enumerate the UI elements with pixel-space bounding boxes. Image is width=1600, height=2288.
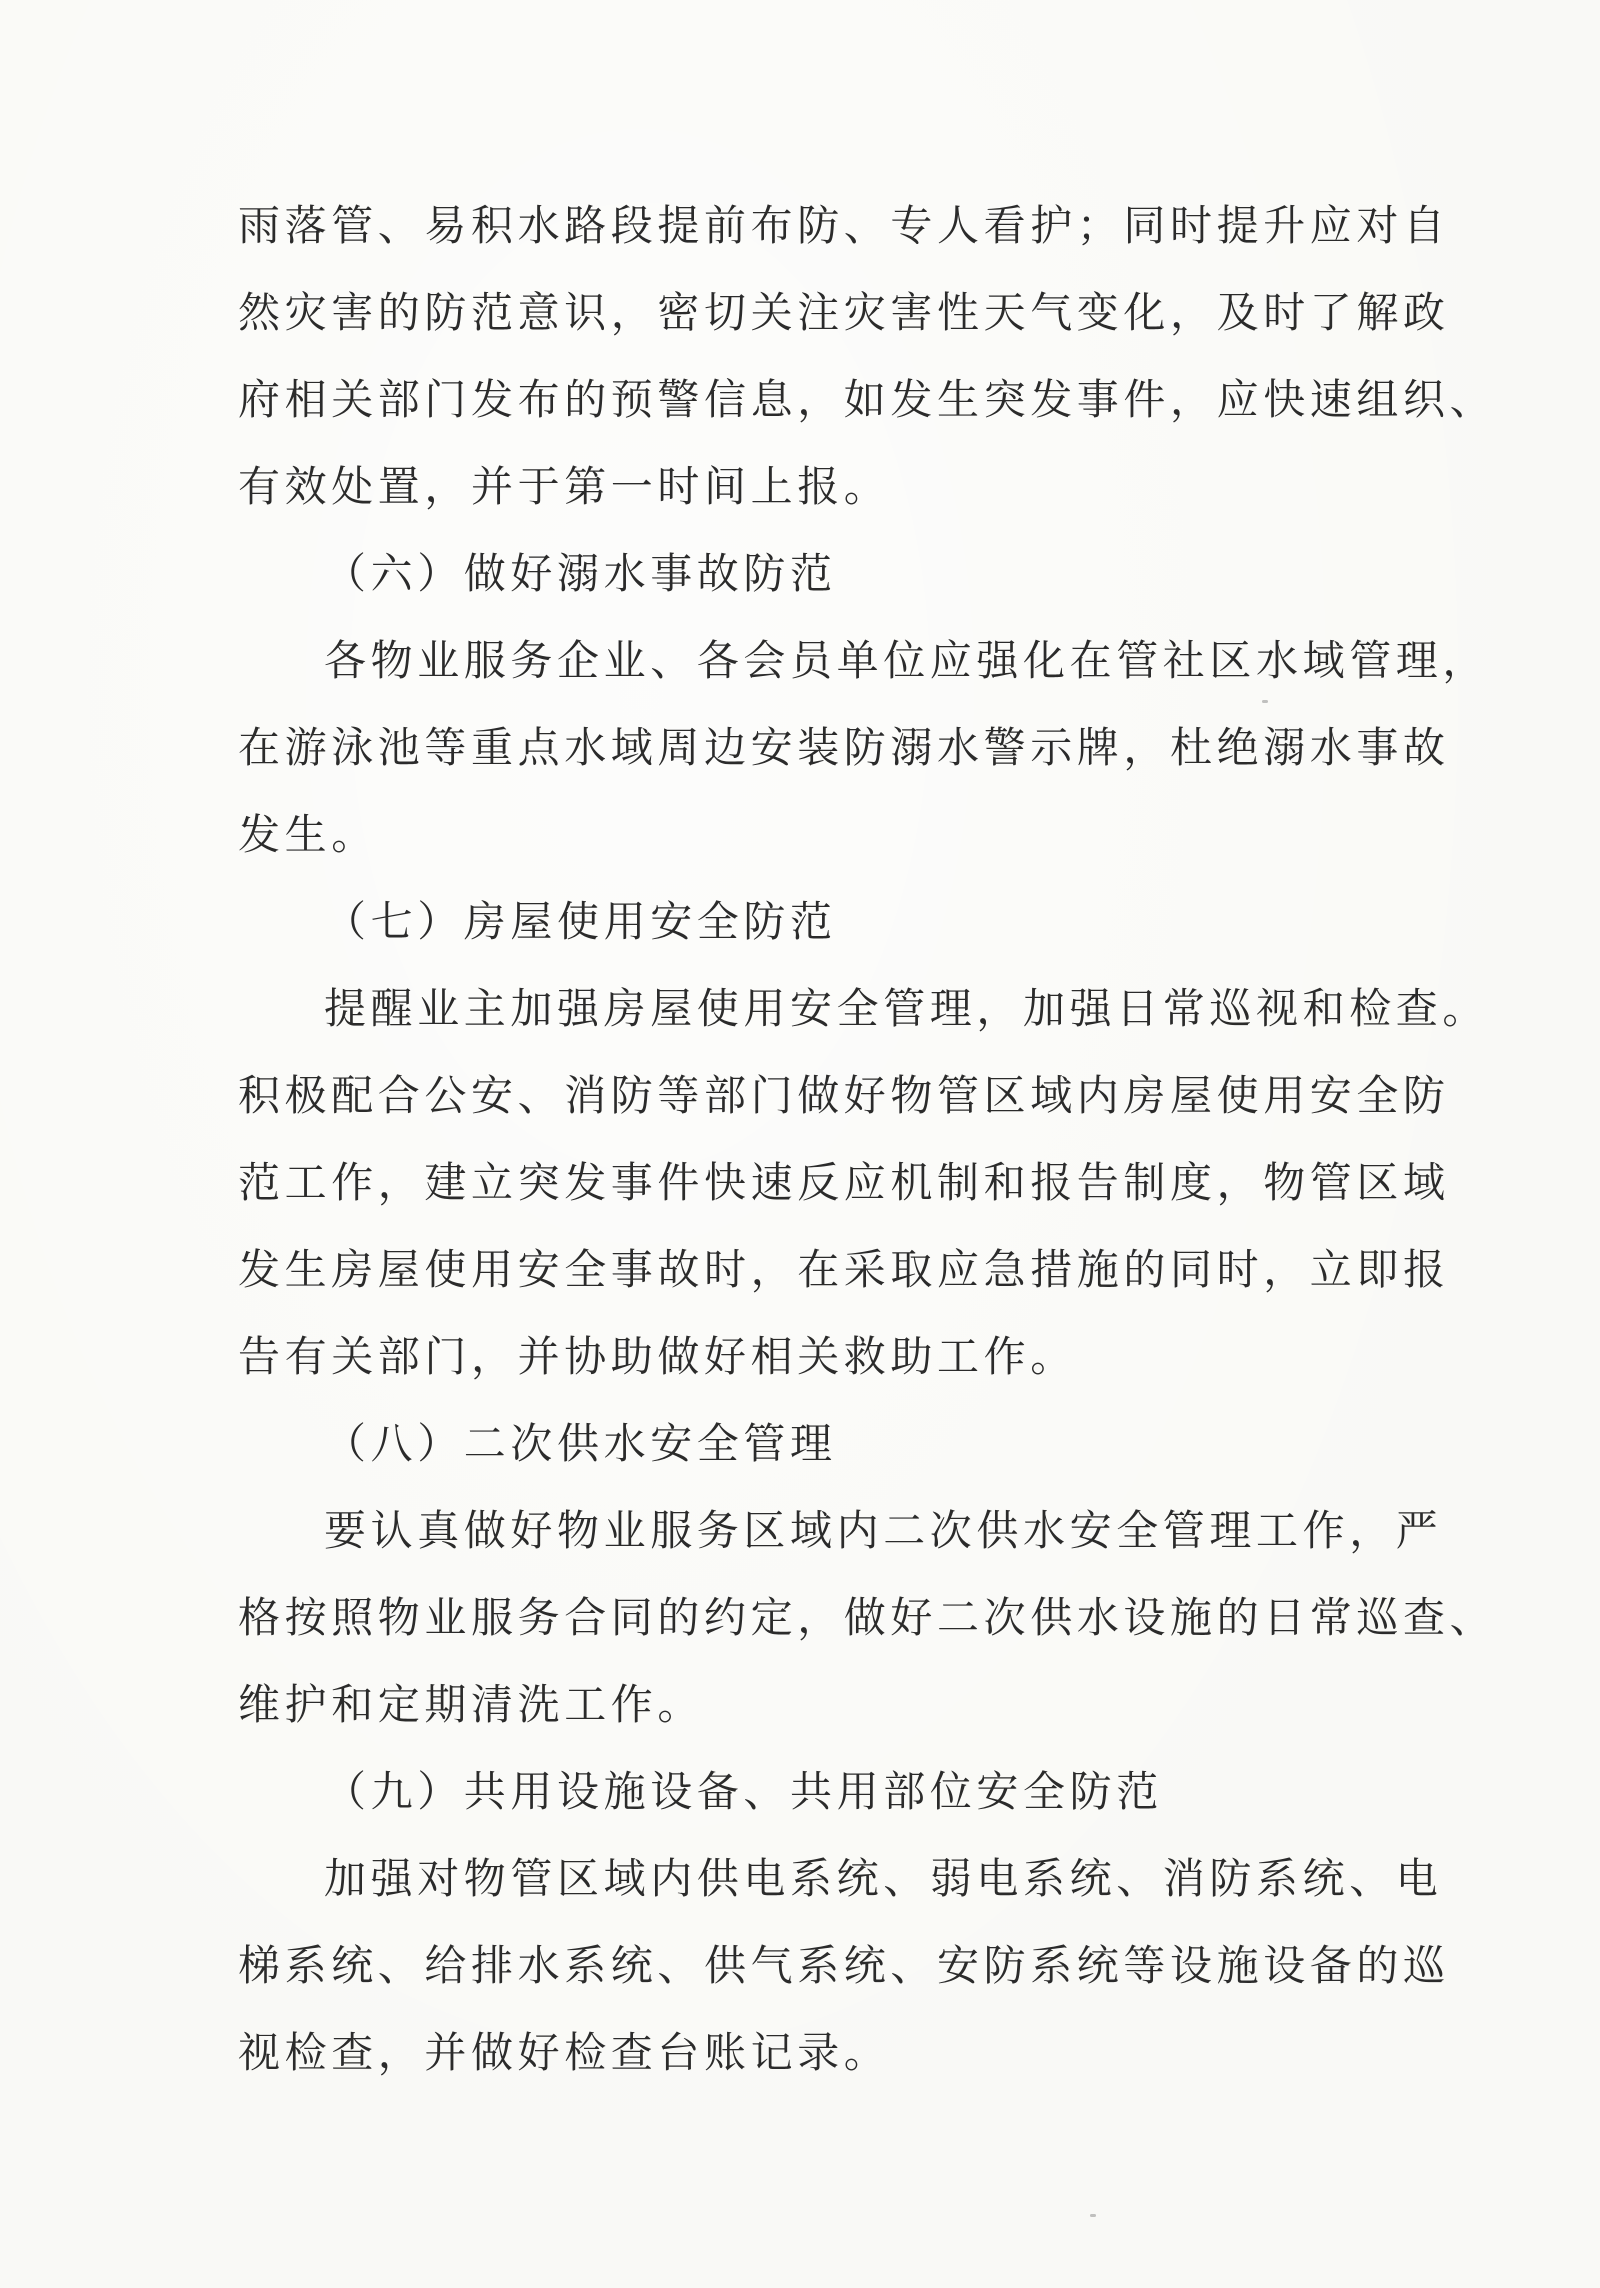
section-heading-8: （八）二次供水安全管理 (324, 1419, 837, 1468)
paragraph-line: 范工作，建立突发事件快速反应机制和报告制度，物管区域 (238, 1158, 1450, 1207)
section-heading-6: （六）做好溺水事故防范 (324, 549, 837, 598)
paragraph-line: 梯系统、给排水系统、供气系统、安防系统等设施设备的巡 (238, 1941, 1450, 1990)
paragraph-line: 格按照物业服务合同的约定，做好二次供水设施的日常巡查、 (238, 1593, 1497, 1642)
paragraph-line: 积极配合公安、消防等部门做好物管区域内房屋使用安全防 (238, 1071, 1450, 1120)
section-heading-9: （九）共用设施设备、共用部位安全防范 (324, 1767, 1163, 1816)
paragraph-line: 告有关部门，并协助做好相关救助工作。 (238, 1332, 1077, 1381)
document-body (238, 182, 1497, 2096)
paragraph-line: 发生房屋使用安全事故时，在采取应急措施的同时，立即报 (238, 1245, 1450, 1294)
paragraph-line: 然灾害的防范意识，密切关注灾害性天气变化，及时了解政 (238, 288, 1450, 337)
paragraph-line: 在游泳池等重点水域周边安装防溺水警示牌，杜绝溺水事故 (238, 723, 1450, 772)
section-heading-7: （七）房屋使用安全防范 (324, 897, 837, 946)
paragraph-line: 维护和定期清洗工作。 (238, 1680, 705, 1729)
paragraph-line: 加强对物管区域内供电系统、弱电系统、消防系统、电 (324, 1854, 1443, 1903)
paragraph-line: 提醒业主加强房屋使用安全管理，加强日常巡视和检查。 (324, 984, 1490, 1033)
paragraph-line: 发生。 (238, 810, 378, 859)
scan-speck (1090, 2214, 1096, 2217)
paragraph-line: 有效处置，并于第一时间上报。 (238, 462, 891, 511)
paragraph-line: 要认真做好物业服务区域内二次供水安全管理工作，严 (324, 1506, 1443, 1555)
paragraph-line: 各物业服务企业、各会员单位应强化在管社区水域管理， (324, 636, 1490, 685)
paragraph-line: 视检查，并做好检查台账记录。 (238, 2028, 891, 2077)
paragraph-line: 府相关部门发布的预警信息，如发生突发事件，应快速组织、 (238, 375, 1497, 424)
paragraph-line: 雨落管、易积水路段提前布防、专人看护；同时提升应对自 (238, 201, 1450, 250)
